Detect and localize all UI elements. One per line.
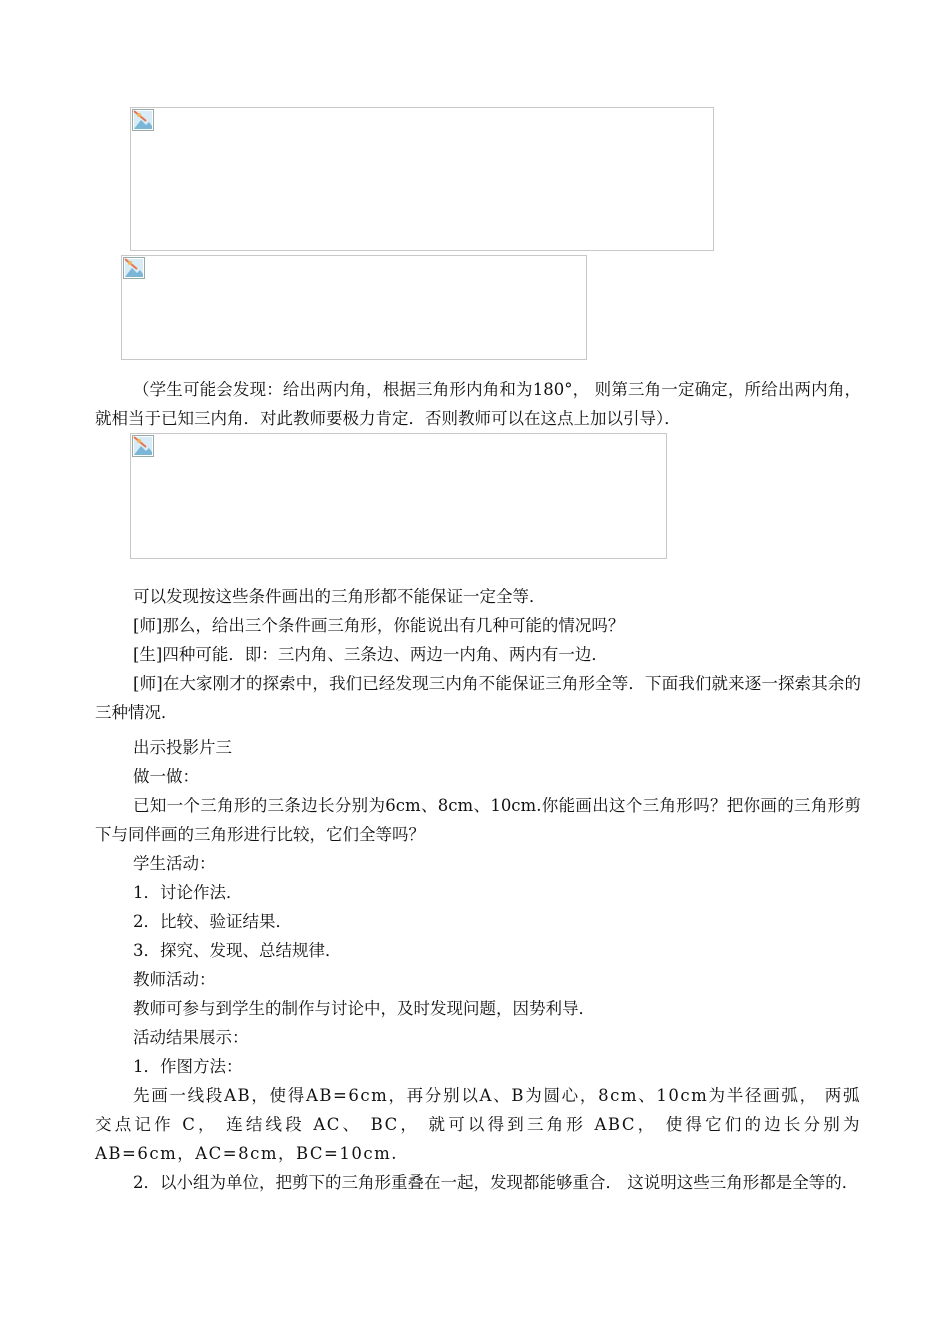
paragraph-conclusion: 可以发现按这些条件画出的三角形都不能保证一定全等． (133, 587, 546, 606)
broken-image-icon (123, 257, 145, 279)
paragraph-method: 先画一线段AB，使得AB=6cm，再分别以A、B为圆心，8cm、10cm为半径画弧， 两弧交点记作 C， 连结线段 AC、 BC， 就可以得到三角形 ABC， 使得它们的边长分别为 AB=6cm，AC=8cm，BC=10cm. (95, 1086, 861, 1163)
paragraph-student-discovery: （学生可能会发现：给出两内角，根据三角形内角和为180°， 则第三角一定确定，所给出两内角，就相当于已知三内角．对此教师要极力肯定．否则教师可以在这点上加以引导）． (95, 380, 861, 428)
paragraph-overlap-result: 2．以小组为单位，把剪下的三角形重叠在一起，发现都能够重合． 这说明这些三角形都是全等的． (133, 1173, 859, 1192)
paragraph-teacher-question: [师]那么，给出三个条件画三角形，你能说出有几种可能的情况吗？ (133, 616, 625, 635)
figure-image-1 (130, 107, 714, 251)
paragraph-show-slide: 出示投影片三 (133, 738, 232, 757)
paragraph-student-activity: 学生活动： (133, 854, 216, 873)
figure-image-2 (121, 255, 587, 360)
paragraph-teacher-activity: 教师活动： (133, 970, 216, 989)
paragraph-try-it: 做一做： (133, 767, 199, 786)
list-item-1: 1．讨论作法． (133, 883, 243, 902)
figure-image-3 (130, 433, 667, 559)
list-item-3: 3．探究、发现、总结规律． (133, 941, 342, 960)
broken-image-icon (132, 435, 154, 457)
paragraph-teacher-role: 教师可参与到学生的制作与讨论中，及时发现问题，因势利导． (133, 999, 595, 1018)
paragraph-teacher-explore: [师]在大家刚才的探索中，我们已经发现三内角不能保证三角形全等．下面我们就来逐一探索其余的三种情况． (95, 674, 861, 722)
list-item-2: 2．比较、验证结果． (133, 912, 292, 931)
paragraph-results-heading: 活动结果展示： (133, 1028, 249, 1047)
broken-image-icon (132, 109, 154, 131)
paragraph-student-answer: [生]四种可能．即：三内角、三条边、两边一内角、两内有一边． (133, 645, 608, 664)
paragraph-problem: 已知一个三角形的三条边长分别为6cm、8cm、10cm.你能画出这个三角形吗？把你画的三角形剪下与同伴画的三角形进行比较，它们全等吗？ (95, 796, 861, 844)
paragraph-method-heading: 1．作图方法： (133, 1057, 243, 1076)
